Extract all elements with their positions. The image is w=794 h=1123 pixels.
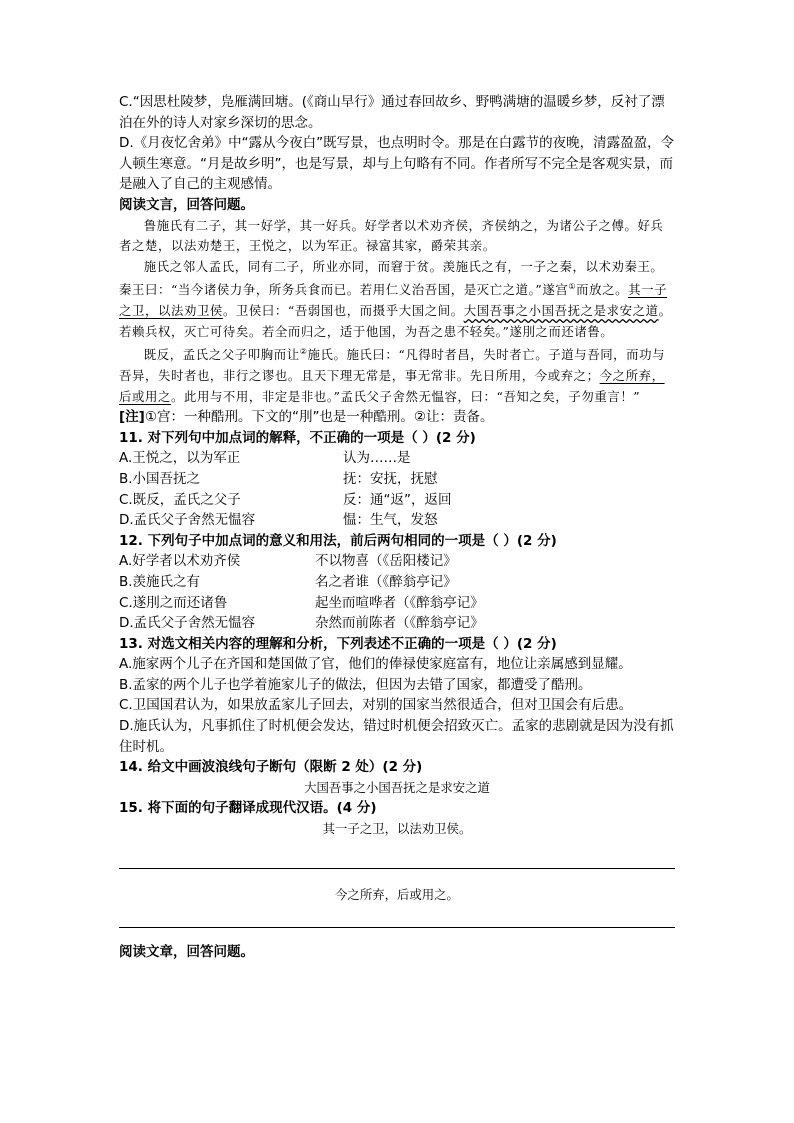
underlined-sentence-2: 今之所弃，后或用之 — [119, 367, 665, 404]
q11-option-c: C.既反，孟氏之父子 反：通“返”，返回 — [119, 491, 452, 508]
question-15: 15. 将下面的句子翻译成现代汉语。(4 分) — [119, 800, 377, 817]
q13-option-c: C.卫国国君认为，如果放孟家儿子回去，对别的国家当然很适合，但对卫国会有后患。 — [119, 697, 633, 714]
option-d: D.《月夜忆舍弟》中“露从今夜白”既写景，也点明时令。那是在白露节的夜晚，清露盈盈，令人顿生寒意。“月是故乡明”，也是写景，却与上句略有不同。作者所写不完全是客观实景，而是融入了自己的主观感情。 — [119, 135, 675, 193]
q11-option-b: B.小国吾抚之 抚：安抚，抚慰 — [119, 470, 438, 487]
final-heading: 阅读文章，回答问题。 — [119, 944, 254, 961]
option-c: C.“因思杜陵梦，凫雁满回塘。(《商山早行》通过春回故乡、野鸭满塘的温暖乡梦，反衬了漂泊在外的诗人对家乡深切的思念。 — [119, 94, 665, 131]
q12-option-a: A.好学者以术劝齐侯 不以物喜（《岳阳楼记》 — [119, 553, 457, 570]
classical-paragraph-2: 施氏之邻人孟氏，同有二子，所业亦同，而窘于贫。羡施氏之有，一子之秦，以术劝秦王。秦王曰：“当今诸侯力争，所务兵食而已。若用仁义治吾国，是灭亡之道。”遂宫①而放之。其一子之卫，以法劝卫侯。卫侯曰：“吾弱国也，而摄乎大国之间。大国吾事之小国吾抚之是求安之道。若赖兵权，灭亡可待矣。若全而归之，适于他国，为吾之患不轻矣。”遂刖之而还诸鲁。 — [119, 258, 672, 339]
wavy-sentence: 大国吾事之小国吾抚之是求安之道 — [463, 303, 659, 319]
q11-option-a: A.王悦之，以为军正 认为……是 — [119, 450, 411, 467]
q12-option-c: C.遂刖之而还诸鲁 起坐而喧哗者（《醉翁亭记》 — [119, 594, 484, 611]
footnote-marker-2: ② — [299, 347, 308, 357]
reading-heading: 阅读文言，回答问题。 — [119, 196, 254, 213]
annotation: [注]①宫：一种酷刑。下文的“刖”也是一种酷刑。②让：责备。 — [119, 409, 494, 426]
question-11: 11. 对下列句中加点词的解释，不正确的一项是（ ）(2 分) — [119, 429, 476, 446]
q15-sentence-1: 其一子之卫，以法劝卫侯。 — [322, 821, 472, 837]
q14-sentence: 大国吾事之小国吾抚之是求安之道 — [304, 779, 490, 795]
q13-option-d: D.施氏认为，凡事抓住了时机便会发达，错过时机便会招致灭亡。孟家的悲剧就是因为没有抓住时机。 — [119, 718, 674, 755]
question-13: 13. 对选文相关内容的理解和分析，下列表述不正确的一项是（ ）(2 分) — [119, 635, 557, 652]
exam-page — [119, 92, 675, 963]
footnote-marker-1: ① — [568, 282, 577, 292]
question-12: 12. 下列句子中加点词的意义和用法，前后两句相同的一项是（ ）(2 分) — [119, 532, 557, 549]
q12-option-d: D.孟氏父子舍然无愠容 杂然而前陈者（《醉翁亭记》 — [119, 615, 484, 632]
q12-option-b: B.羡施氏之有 名之者谁（《醉翁亭记》 — [119, 573, 457, 590]
classical-paragraph-3: 既反，孟氏之父子叩胸而让②施氏。施氏曰：“凡得时者昌，失时者亡。子道与吾同，而功与吾异，失时者也，非行之谬也。且天下理无常是，事无常非。先日所用，今或弃之；今之所弃，后或用之。此用与不用，非定是非也。”孟氏父子舍然无愠容，曰：“吾知之矣，子勿重言！” — [119, 347, 666, 404]
q11-option-d: D.孟氏父子舍然无愠容 愠：生气，发怒 — [119, 512, 438, 529]
underlined-sentence-1: 其一子之卫，以法劝卫侯 — [119, 282, 668, 319]
q13-option-b: B.孟家的两个儿子也学着施家儿子的做法，但因为去错了国家，都遭受了酷刑。 — [119, 676, 592, 693]
classical-paragraph-1: 鲁施氏有二子，其一好学，其一好兵。好学者以术劝齐侯，齐侯纳之，为诸公子之傅。好兵者之楚，以法劝楚王，王悦之，以为军正。禄富其家，爵荣其亲。 — [119, 217, 664, 254]
question-14: 14. 给文中画波浪线句子断句（限断 2 处）(2 分) — [119, 759, 423, 776]
q15-sentence-2: 今之所弃，后或用之。 — [335, 886, 459, 902]
q13-option-a: A.施家两个儿子在齐国和楚国做了官，他们的俸禄使家庭富有，地位让亲属感到显耀。 — [119, 656, 632, 673]
